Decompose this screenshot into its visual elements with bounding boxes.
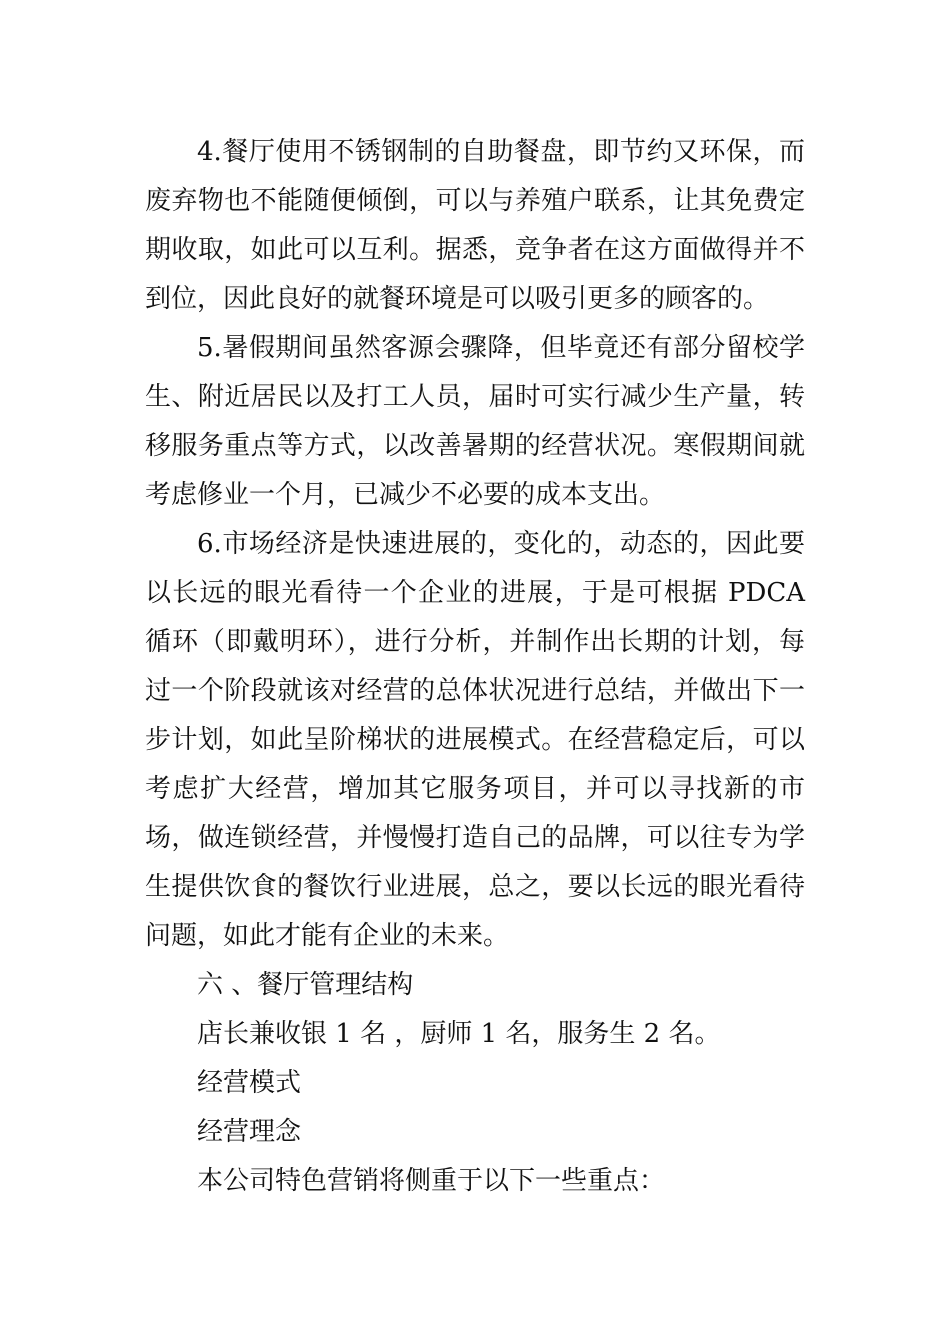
business-philosophy-heading: 经营理念 bbox=[197, 1117, 302, 1147]
section-heading: 六 、餐厅管理结构 bbox=[197, 970, 414, 1000]
paragraph-item-6: 6.市场经济是快速进展的，变化的，动态的，因此要以长远的眼光看待一个企业的进展，于是可根据 PDCA 循环（即戴明环），进行分析，并制作出长期的计划，每过一个阶段就该对经营的总体状况进行总结，并做出下一步计划，如此呈阶梯状的进展模式。在经营稳定后，可以考虑扩大经营，增加其它服务项目，并可以寻找新的市场，做连锁经营，并慢慢打造自己的品牌，可以往专为学生提供饮食的餐饮行业进展，总之，要以长远的眼光看待问题，如此才能有企业的未来。 bbox=[145, 529, 814, 951]
staff-line: 店长兼收银 1 名 ，厨师 1 名，服务生 2 名。 bbox=[197, 1019, 721, 1049]
paragraph-item-5: 5.暑假期间虽然客源会骤降，但毕竟还有部分留校学生、附近居民以及打工人员，届时可实行减少生产量，转移服务重点等方式，以改善暑期的经营状况。寒假期间就考虑修业一个月，已减少不必要的成本支出。 bbox=[145, 333, 805, 510]
business-model-heading: 经营模式 bbox=[197, 1068, 302, 1098]
document-body bbox=[145, 128, 814, 1206]
marketing-intro: 本公司特色营销将侧重于以下一些重点： bbox=[197, 1166, 666, 1196]
paragraph-item-4: 4.餐厅使用不锈钢制的自助餐盘，即节约又环保，而废弃物也不能随便倾倒，可以与养殖户联系，让其免费定期收取，如此可以互利。据悉，竞争者在这方面做得并不到位，因此良好的就餐环境是可以吸引更多的顾客的。 bbox=[145, 137, 805, 314]
